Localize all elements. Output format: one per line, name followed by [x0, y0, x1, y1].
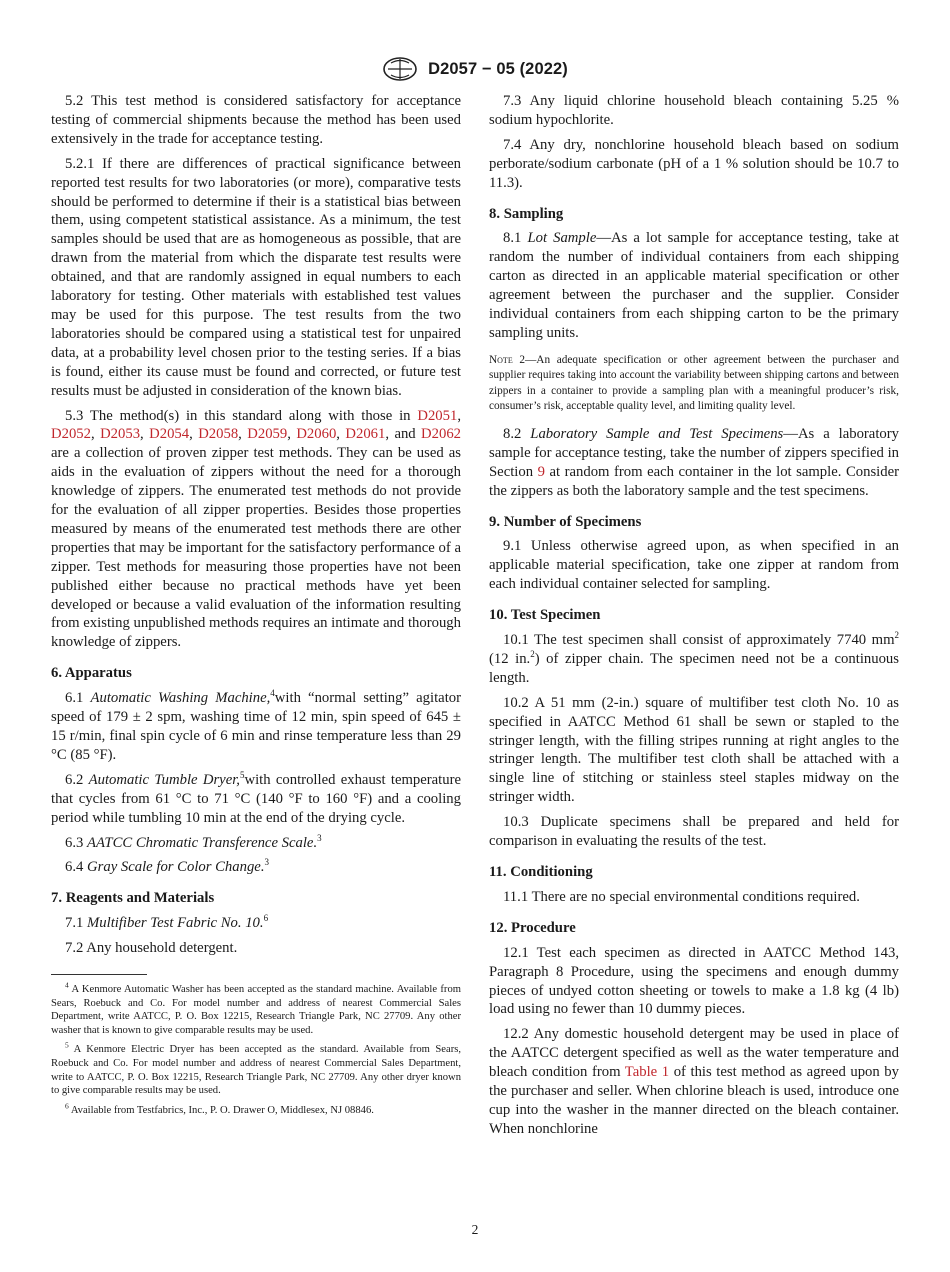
- link-d2058[interactable]: D2058: [198, 426, 239, 443]
- paragraph-11-1: 11.1 There are no special environmental conditions required.: [503, 888, 860, 905]
- paragraph-6-1: 6.1 Automatic Washing Machine,$^4$with “normal setting” agitator speed of 179 ± 2 spm, washing time of 12 min, spin speed of 645 ± 15 r/min, final spin cycle of 6 min and rinse temperature less than 29 °C (85 °F).: [51, 688, 462, 763]
- paragraph-8-2: 8.2 Laboratory Sample and Test Specimens—As a laboratory sample for acceptance testing, take the number of zippers specified in Section 9 at random from each container in the lot sample. Consider the zippers as both the laboratory sample and the test specimens.: [489, 425, 899, 499]
- paragraph-9-1: 9.1 Unless otherwise agreed upon, as when specified in an applicable material specification, take one zipper at random from each individual container selected for sampling.: [489, 538, 899, 593]
- right-column: [489, 92, 899, 1145]
- link-d2052[interactable]: D2052: [51, 426, 91, 443]
- link-d2059[interactable]: D2059: [247, 426, 288, 443]
- paragraph-6-2: 6.2 Automatic Tumble Dryer,$^5$with controlled exhaust temperature that cycles from 61 °C to 71 °C (140 °F to 160 °F) and a cooling period while tumbling 10 min at the end of the drying cycle.: [51, 769, 462, 826]
- section-6-heading: 6. Apparatus: [51, 665, 132, 682]
- link-d2054[interactable]: D2054: [149, 426, 190, 443]
- page-number: 2: [471, 1222, 479, 1237]
- paragraph-12-2: 12.2 Any domestic household detergent may be used in place of the AATCC detergent specified as well as the water temperature and bleach condition from Table 1 of this test method as agreed upon by the purchaser and seller. When chlorine bleach is used, introduce one cup into the washer in the manner directed on the bleach container. When nonchlorine: [489, 1026, 899, 1137]
- paragraph-12-1: 12.1 Test each specimen as directed in AATCC Method 143, Paragraph 8 Procedure, using the specimens and enough dummy pieces of undyed cotton sheeting or towels to make a 1.8 kg (4 lb) load using no fewer than 10 dummy pieces.: [489, 944, 899, 1018]
- left-column: [51, 92, 461, 1123]
- section-9-heading: 9. Number of Specimens: [489, 513, 642, 530]
- paragraph-10-1: 10.1 The test specimen shall consist of approximately 7740 $mm^2$ (12 in.$^2$) of zipper chain. The specimen need not be a continuous length.: [489, 630, 899, 686]
- astm-logo-icon: [382, 56, 418, 82]
- paragraph-5-3: 5.3 The method(s) in this standard along with those in D2051, D2052, D2053, D2054, D2058, D2059, D2060, D2061, and D2062 are a collection of proven zipper test methods. They can be used as aids in the evaluation of zippers without the need for a thorough knowledge of zippers. The enumerated test methods do not provide for the evaluation of all zipper properties. Besides those properties measured by means of the enumerated test methods there are other properties that may be important for the satisfactory performance of a zipper. Test methods for measuring those properties have not been published either because no practical methods have yet been developed or because a valid evaluation of the information resulting from existing unpublished methods requires an intimate and thorough knowledge of zippers.: [51, 407, 462, 651]
- section-7-heading: 7. Reagents and Materials: [51, 890, 215, 907]
- link-table-1[interactable]: Table 1: [624, 1064, 670, 1081]
- link-section-9[interactable]: 9: [537, 463, 545, 480]
- paragraph-5-2: 5.2 This test method is considered satisfactory for acceptance testing of commercial shipments because the method has been used extensively in the trade for acceptance testing.: [51, 93, 461, 147]
- section-8-heading: 8. Sampling: [489, 205, 564, 222]
- footnote-ref-4[interactable]: 4: [270, 688, 275, 699]
- footnote-6: $^6$ Available from Testfabrics, Inc., P. O. Drawer O, Middlesex, NJ 08846.: [65, 1101, 374, 1116]
- link-d2053[interactable]: D2053: [100, 426, 141, 443]
- footnote-5: $^5$ A Kenmore Electric Dryer has been accepted as the standard. Available from Sears, Roebuck and Co. For model number and address of nearest Commercial Sales Department, write to AATCC, P. O. Box 12215, Research Triangle Park, NC 27709. Any other dryer known to give comparable results may be used.: [51, 1040, 461, 1097]
- paragraph-7-1: 7.1 Multifiber Test Fabric No. 10.$^6$: [65, 913, 269, 932]
- paragraph-8-1: 8.1 Lot Sample—As a lot sample for acceptance testing, take at random the number of individual containers from each shipping carton as directed in an applicable material specification or other agreement between the purchaser and the supplier. Consider individual containers from each shipping carton to be the primary sampling units.: [489, 230, 899, 341]
- note-2: Note 2—An adequate specification or other agreement between the purchaser and supplier requires taking into account the variability between shipping cartons and between zippers in a container to provide a sampling plan with a meaningful producer’s risk, consumer’s risk, acceptable quality level, and limiting quality level.: [489, 353, 899, 413]
- paragraph-10-3: 10.3 Duplicate specimens shall be prepared and held for comparison in evaluating the results of the test.: [489, 814, 899, 850]
- page-header: [0, 56, 950, 82]
- footnote-ref-6[interactable]: 6: [263, 913, 269, 924]
- paragraph-6-3: 6.3 AATCC Chromatic Transference Scale.$^3$: [65, 832, 322, 851]
- section-11-heading: 11. Conditioning: [489, 864, 593, 880]
- footnote-ref-3b[interactable]: 3: [264, 857, 269, 868]
- link-d2051[interactable]: D2051: [417, 407, 458, 424]
- footnote-ref-3a[interactable]: 3: [317, 832, 322, 843]
- link-d2060[interactable]: D2060: [296, 426, 337, 443]
- paragraph-6-4: 6.4 Gray Scale for Color Change.$^3$: [65, 857, 269, 876]
- paragraph-10-2: 10.2 A 51 mm (2-in.) square of multifiber test cloth No. 10 as specified in AATCC Method 61 shall be sewn or stapled to the stringer length, with the filling stripes running at right angles to the stringer length. The multifiber test cloth shall be attached with a single line of stitching or stainless steel staples midway on the stringer width.: [489, 694, 899, 806]
- footnote-divider: [51, 974, 147, 975]
- section-12-heading: 12. Procedure: [489, 919, 576, 936]
- section-10-heading: 10. Test Specimen: [489, 607, 601, 624]
- document-code: D2057 − 05 (2022): [428, 59, 568, 78]
- link-d2062[interactable]: D2062: [421, 426, 462, 443]
- paragraph-7-4: 7.4 Any dry, nonchlorine household bleach based on sodium perborate/sodium carbonate (pH of a 1 % solution should be 10.7 to 11.3).: [489, 136, 899, 191]
- paragraph-7-3: 7.3 Any liquid chlorine household bleach containing 5.25 % sodium hypochlorite.: [489, 93, 899, 128]
- footnote-ref-5[interactable]: 5: [239, 769, 245, 780]
- link-d2061[interactable]: D2061: [345, 426, 386, 443]
- paragraph-5-2-1: 5.2.1 If there are differences of practical significance between reported test results for two laboratories (or more), comparative tests should be performed to determine if their is a statistical bias between them, using competent statistical assistance. As a minimum, the test samples should be used that are as homogeneous as possible, that are drawn from the material from which the disparate test results were obtained, and that are randomly assigned in equal numbers to each laboratory for testing. Other materials with established test values may be used for this purpose. The test results from the two laboratories should be compared using a statistical test for unpaired data, at a probability level chosen prior to the testing series. If a bias is found, either its cause must be found and corrected, or future test results must be adjusted in consideration of the known bias.: [51, 155, 461, 399]
- paragraph-7-2: 7.2 Any household detergent.: [65, 940, 238, 957]
- footnote-4: $^4$ A Kenmore Automatic Washer has been accepted as the standard machine. Available from Sears, Roebuck and Co. For model number and address of nearest Commercial Sales Department, write AATCC, P. O. Box 12215, Research Triangle Park, NC 27709. Any other washer that is known to give comparable results may be used.: [51, 980, 461, 1036]
